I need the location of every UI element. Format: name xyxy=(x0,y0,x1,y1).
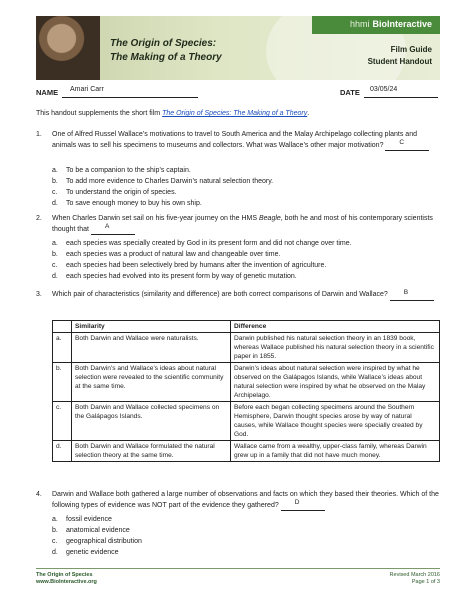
option-letter: d. xyxy=(52,200,58,207)
option-c xyxy=(52,537,142,548)
footer-page-number: Page 1 of 3 xyxy=(411,579,440,585)
question-1 xyxy=(36,130,440,216)
intro-text xyxy=(36,110,309,117)
footer-left xyxy=(36,572,97,586)
option-text: To save enough money to buy his own ship. xyxy=(66,200,202,207)
date-label: DATE xyxy=(340,88,360,97)
option-text: each species was a product of natural law and changeable over time. xyxy=(66,251,281,258)
intro-after: . xyxy=(307,110,310,117)
answer-blank[interactable] xyxy=(390,288,434,301)
header-banner xyxy=(36,16,440,80)
handout-type xyxy=(368,44,432,68)
row-similarity: Both Darwin’s and Wallace’s ideas about natural selection were revealed to the scientific community at the same time. xyxy=(72,363,231,402)
question-3 xyxy=(36,290,440,320)
option-letter: c. xyxy=(52,538,58,545)
question-text: Which pair of characteristics (similarity and difference) are both correct comparisons of Darwin and Wallace? xyxy=(52,291,388,298)
answer-blank[interactable] xyxy=(281,499,325,511)
option-letter: b. xyxy=(52,178,58,185)
option-letter: c. xyxy=(52,189,58,196)
row-similarity: Both Darwin and Wallace were naturalists. xyxy=(72,333,231,363)
footer-revised: Revised March 2016 xyxy=(389,572,440,578)
option-text: each species had been selectively bred by humans after the invention of agriculture. xyxy=(66,262,327,269)
question-number: 4. xyxy=(36,491,42,498)
option-letter: a. xyxy=(52,167,58,174)
answer-value: D xyxy=(294,499,300,506)
option-letter: b. xyxy=(52,251,58,258)
biointeractive-logo-text: BioInteractive xyxy=(372,19,432,29)
option-a xyxy=(52,166,191,177)
table-header-difference: Difference xyxy=(231,321,440,333)
answer-blank[interactable] xyxy=(385,139,429,151)
name-date-row xyxy=(36,88,440,102)
option-letter: a. xyxy=(52,240,58,247)
footer-right xyxy=(390,572,440,586)
option-text: anatomical evidence xyxy=(66,527,130,534)
option-text: To add more evidence to Charles Darwin’s natural selection theory. xyxy=(66,178,274,185)
table-row xyxy=(53,441,440,462)
answer-value: B xyxy=(403,288,409,296)
question-number: 2. xyxy=(36,215,42,222)
option-b xyxy=(52,177,273,188)
question-stem xyxy=(52,490,440,511)
question-text-cont: , both he and most of his contemporary scientists thought that xyxy=(52,215,433,233)
guide-line2: Student Handout xyxy=(367,57,432,66)
table-header-letter xyxy=(53,321,72,333)
answer-blank[interactable] xyxy=(91,223,135,235)
table-row xyxy=(53,333,440,363)
question-number: 1. xyxy=(36,131,42,138)
option-letter: c. xyxy=(52,262,58,269)
option-text: each species had evolved into its present form by way of genetic mutation. xyxy=(66,273,297,280)
biointeractive-logo[interactable] xyxy=(350,19,432,29)
row-letter: b. xyxy=(53,363,72,402)
option-text: geographical distribution xyxy=(66,538,142,545)
option-text: To understand the origin of species. xyxy=(66,189,177,196)
question-number: 3. xyxy=(36,291,42,298)
option-text: To be a companion to the ship’s captain. xyxy=(66,167,191,174)
option-text: genetic evidence xyxy=(66,549,119,556)
film-link[interactable]: The Origin of Species: The Making of a Theory xyxy=(162,110,308,117)
film-title-line2: The Making of a Theory xyxy=(110,52,222,63)
film-title-line1: The Origin of Species: xyxy=(110,38,217,49)
option-letter: d. xyxy=(52,549,58,556)
option-text: each species was specially created by God in its present form and did not change over time. xyxy=(66,240,352,247)
footer-title: The Origin of Species xyxy=(36,572,93,578)
option-c xyxy=(52,261,326,272)
row-difference: Darwin’s ideas about natural selection were inspired by what he observed on the Galápagos Islands, while Wallace’s ideas about natural selection were inspired by what he observed on the Malay Archipelago. xyxy=(231,363,440,402)
option-letter: a. xyxy=(52,516,58,523)
row-similarity: Both Darwin and Wallace formulated the natural selection theory at the same time. xyxy=(72,441,231,462)
question-text: One of Alfred Russel Wallace’s motivations to travel to South America and the Malay Archipelago collecting plants and animals was to sell his specimens to museums and collectors. What was Wallace’s other major motivation? xyxy=(52,131,417,149)
footer-website[interactable]: www.BioInteractive.org xyxy=(36,579,97,585)
footer-divider xyxy=(36,568,440,569)
table-header-similarity: Similarity xyxy=(72,321,231,333)
row-difference: Darwin published his natural selection theory in an 1839 book, whereas Wallace published his natural selection theory in a scientific paper in 1855. xyxy=(231,333,440,363)
option-letter: b. xyxy=(52,527,58,534)
option-a xyxy=(52,239,352,250)
question-stem xyxy=(52,130,440,151)
name-value: Amari Carr xyxy=(70,86,104,93)
header-photo xyxy=(36,16,100,80)
row-letter: c. xyxy=(53,402,72,441)
option-b xyxy=(52,250,280,261)
option-d xyxy=(52,272,297,283)
option-c xyxy=(52,188,177,199)
question-text: When Charles Darwin set sail on his five-year journey on the HMS xyxy=(52,215,259,222)
answer-value: C xyxy=(399,139,405,146)
option-b xyxy=(52,526,130,537)
guide-line1: Film Guide xyxy=(390,45,432,54)
comparison-table xyxy=(52,320,440,462)
option-d xyxy=(52,199,202,210)
row-letter: a. xyxy=(53,333,72,363)
table-row xyxy=(53,402,440,441)
option-letter: d. xyxy=(52,273,58,280)
answer-value: A xyxy=(104,223,110,230)
intro-before: This handout supplements the short film xyxy=(36,110,163,117)
question-2 xyxy=(36,214,440,292)
question-stem xyxy=(52,214,440,235)
row-similarity: Both Darwin and Wallace collected specimens on the Galápagos Islands. xyxy=(72,402,231,441)
row-difference: Before each began collecting specimens around the Southern Hemisphere, Darwin thought species arose by way of natural causes, while Wallace thought species were specially created by God. xyxy=(231,402,440,441)
table-row xyxy=(53,363,440,402)
ship-name: Beagle xyxy=(258,215,281,222)
name-label: NAME xyxy=(36,88,59,97)
question-text: Darwin and Wallace both gathered a large number of observations and facts on which they based their theories. Which of the following types of evidence was NOT part of the evidence they gathered? xyxy=(52,491,439,509)
question-stem xyxy=(52,290,440,301)
date-value: 03/05/24 xyxy=(370,86,398,93)
table-header-row xyxy=(53,321,440,333)
question-4 xyxy=(36,490,440,564)
row-difference: Wallace came from a wealthy, upper-class family, whereas Darwin grew up in a family that did not have much money. xyxy=(231,441,440,462)
option-d xyxy=(52,548,119,559)
row-letter: d. xyxy=(53,441,72,462)
hhmi-logo-text: hhmi xyxy=(349,19,370,29)
option-text: fossil evidence xyxy=(66,516,112,523)
option-a xyxy=(52,515,112,526)
